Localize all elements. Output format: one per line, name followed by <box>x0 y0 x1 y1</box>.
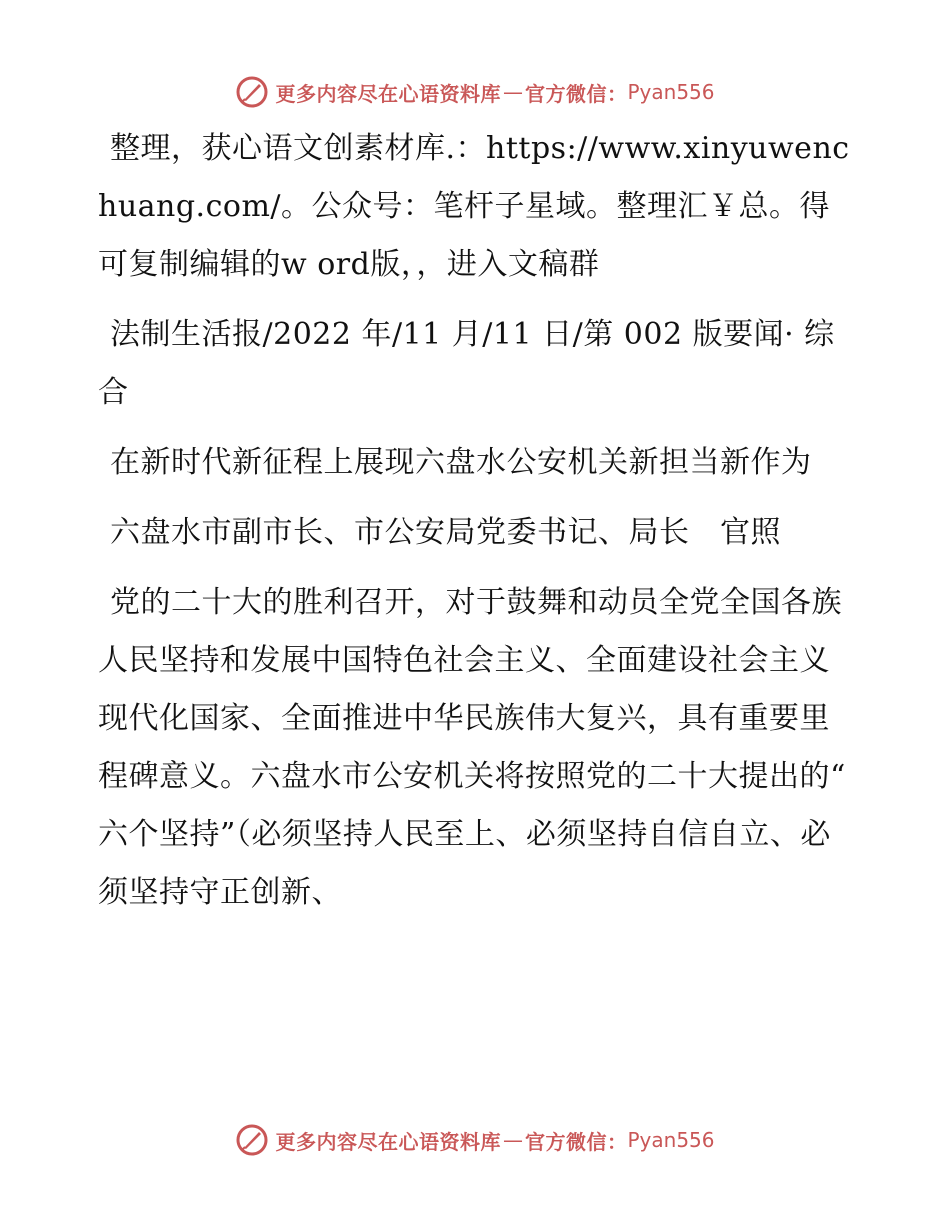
author-line: 六盘水市副市长、市公安局党委书记、局长 官照 <box>110 515 781 550</box>
watermark-main-text: 更多内容尽在心语资料库 <box>275 81 501 106</box>
watermark-separator: — <box>502 1128 523 1152</box>
watermark-suffix-text: 官方微信： <box>524 81 628 106</box>
watermark-suffix-text: 官方微信： <box>524 1129 628 1154</box>
watermark-separator: — <box>502 80 523 104</box>
feather-pen-circle-icon <box>235 1123 269 1157</box>
document-body <box>98 120 850 934</box>
feather-pen-circle-icon <box>235 75 269 109</box>
article-title: 在新时代新征程上展现六盘水公安机关新担当新作为 <box>110 445 812 480</box>
body-paragraph: 党的二十大的胜利召开，对于鼓舞和动员全党全国各族人民坚持和发展中国特色社会主义、全面建设社会主义现代化国家、全面推进中华民族伟大复兴，具有重要里程碑意义。六盘水市公安机关将按照党的二十大提出的“ 六个坚持”（必须坚持人民至上、必须坚持自信自立、必须坚持守正创新、 <box>98 585 846 910</box>
watermark-wechat-id: Pyan556 <box>627 1128 715 1152</box>
header-watermark <box>0 70 950 114</box>
watermark-wechat-id: Pyan556 <box>627 80 715 104</box>
intro-paragraph: 整理，获心语文创素材库.：https://www.xinyuwenchuang.com/。公众号：笔杆子星域。整理汇￥总。得可复制编辑的w ord版，，进入文稿群 <box>98 131 850 282</box>
publication-info: 法制生活报/2022 年/11 月/11 日/第 002 版要闻· 综合 <box>98 317 835 410</box>
watermark-main-text: 更多内容尽在心语资料库 <box>275 1129 501 1154</box>
footer-watermark <box>0 1118 950 1162</box>
